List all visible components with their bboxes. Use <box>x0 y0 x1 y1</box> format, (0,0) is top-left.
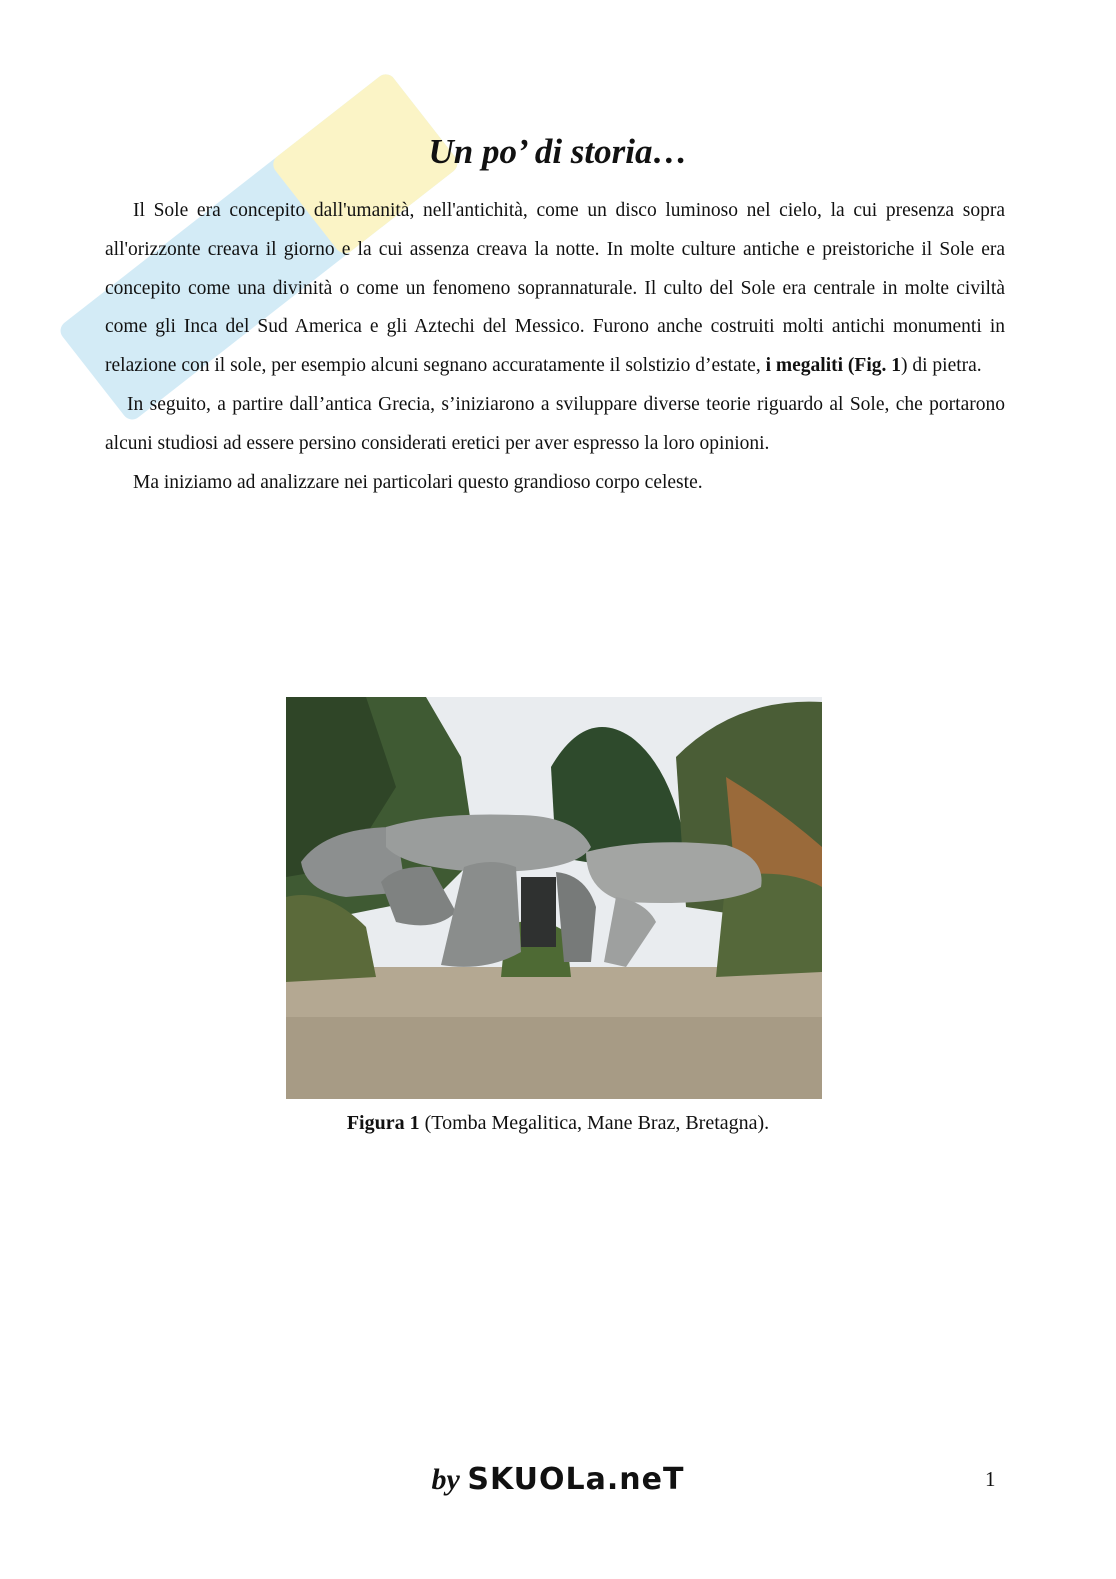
footer-logo <box>0 1462 1116 1497</box>
figure-reference: (Fig. 1 <box>847 355 901 377</box>
paragraph-1 <box>105 192 1005 386</box>
body-text <box>105 192 1005 502</box>
paragraph-1-text: Il Sole era concepito dall'umanità, nell'antichità, come un disco luminoso nel cielo, la cui presenza sopra all'orizzonte creava il giorno e la cui assenza creava la notte. In molte culture antiche e preistoriche il Sole era concepito come una divinità o come un fenomeno soprannaturale. Il culto del Sole era centrale in molte civiltà come gli Inca del Sud America e gli Aztechi del Messico. Furono anche costruiti molti antichi monumenti in relazione con il sole, per esempio alcuni segnano accuratamente il solstizio d’estate, <box>105 200 1005 377</box>
figure-caption <box>0 1112 1116 1135</box>
figure-caption-text: (Tomba Megalitica, Mane Braz, Bretagna). <box>424 1112 770 1134</box>
footer-brand: SKUOLa.neT <box>467 1462 685 1497</box>
page-title: Un po’ di storia… <box>428 132 688 171</box>
megaliti-bold: i megaliti <box>765 355 844 377</box>
footer-by: by <box>431 1463 460 1496</box>
megalithic-tomb-photo <box>286 697 822 1099</box>
paragraph-1-end: ) di pietra. <box>901 355 982 377</box>
paragraph-3: Ma iniziamo ad analizzare nei particolari questo grandioso corpo celeste. <box>133 471 703 493</box>
paragraph-2: In seguito, a partire dall’antica Grecia, s’iniziarono a sviluppare diverse teorie riguardo al Sole, che portarono alcuni studiosi ad essere persino considerati eretici per aver espresso la loro opinioni. <box>105 393 1005 454</box>
figure-caption-label: Figura 1 <box>346 1112 420 1134</box>
page-number: 1 <box>985 1467 996 1491</box>
